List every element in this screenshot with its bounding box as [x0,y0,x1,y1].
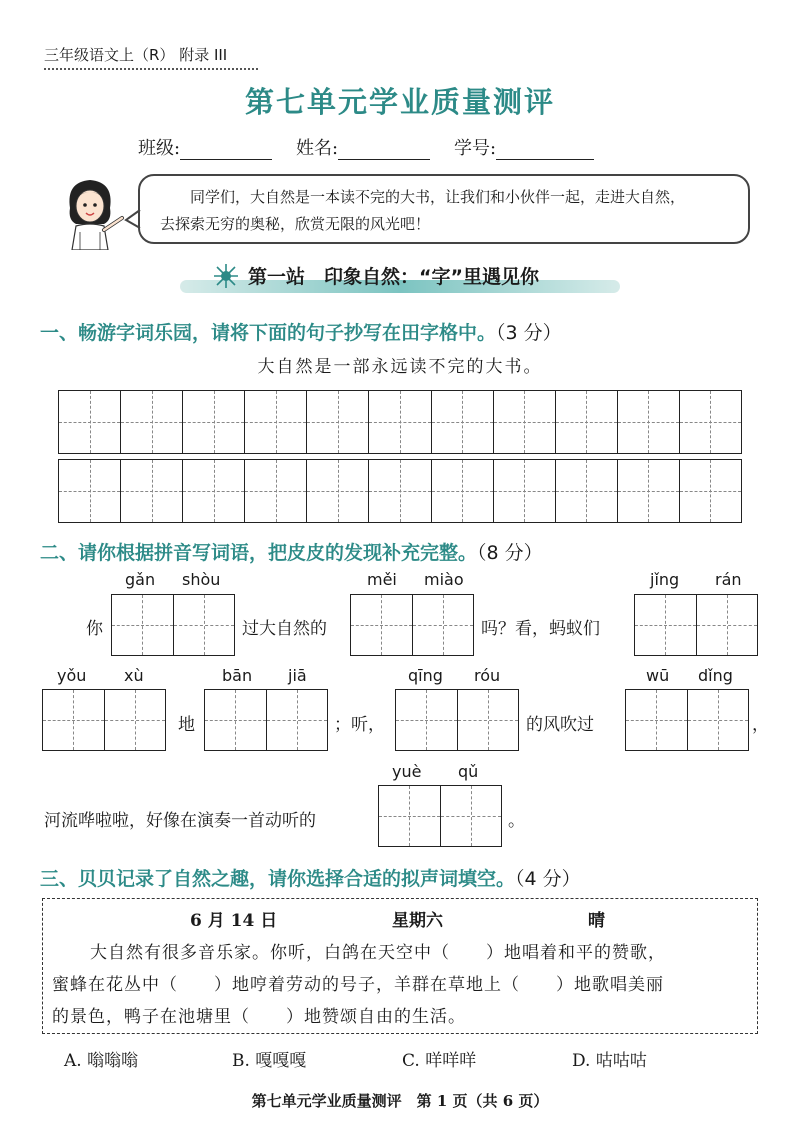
text-comma: ， [752,715,769,735]
tianzige-cell[interactable] [626,690,688,750]
q2-heading [40,538,543,565]
tianzige-cell[interactable] [432,391,494,453]
text-di: 地 [178,715,195,735]
tianzige-cell[interactable] [59,391,121,453]
pinyin-jing: jǐng [650,570,680,589]
tianzige-cell[interactable] [112,595,174,655]
tianzige-cell[interactable] [680,391,741,453]
answer-box-yuequ[interactable] [378,785,502,847]
pinyin-ran: rán [715,570,742,589]
pinyin-yue: yuè [392,762,422,781]
tianzige-cell[interactable] [379,786,441,846]
header-divider [44,68,258,70]
pinyin-jia: jiā [288,666,307,685]
pinyin-xu: xù [124,666,144,685]
intro-line-1: 同学们，大自然是一本读不完的大书，让我们和小伙伴一起，走进大自然， [190,188,686,206]
tianzige-cell[interactable] [183,460,245,522]
diary-line-3: 的景色，鸭子在池塘里（ ）地赞颂自由的生活。 [52,1007,466,1027]
pinyin-ban: bān [222,666,253,685]
answer-box-meimiao[interactable] [350,594,474,656]
name-field [296,134,430,160]
tianzige-cell[interactable] [432,460,494,522]
diary-date: 6 月 14 日 [190,911,278,931]
intro-bubble [138,174,750,244]
answer-box-youxu[interactable] [42,689,166,751]
tianzige-cell[interactable] [680,460,741,522]
q3-heading [40,864,581,891]
text-end: 。 [508,811,525,831]
text-ni: 你 [86,619,103,639]
pinyin-miao: miào [424,570,464,589]
id-blank[interactable] [496,140,594,160]
diary-weekday: 星期六 [392,911,443,931]
page-footer: 第七单元学业质量测评 第 1 页（共 6 页） [251,1092,549,1110]
option-d[interactable]: D. 咕咕咕 [572,1051,647,1071]
pinyin-rou: róu [474,666,501,685]
tianzige-cell[interactable] [413,595,474,655]
name-blank[interactable] [338,140,430,160]
q2-title: 二、请你根据拼音写词语，把皮皮的发现补充完整。 [40,542,478,564]
name-label: 姓名: [296,138,339,159]
q2-score: （8 分） [477,542,543,564]
text-river: 河流哗啦啦，好像在演奏一首动听的 [44,811,316,831]
answer-box-jingran[interactable] [634,594,758,656]
tianzige-cell[interactable] [441,786,502,846]
tianzige-cell[interactable] [183,391,245,453]
q1-heading [40,318,562,345]
pinyin-mei: měi [367,570,397,589]
q1-title: 一、畅游字词乐园，请将下面的句子抄写在田字格中。 [40,322,497,344]
tianzige-cell[interactable] [174,595,235,655]
answer-box-ganshou[interactable] [111,594,235,656]
tianzige-cell[interactable] [618,460,680,522]
header-label: 三年级语文上（R） 附录 III [44,46,228,64]
pinyin-shou: shòu [182,570,221,589]
tianzige-cell[interactable] [59,460,121,522]
tianzige-cell[interactable] [205,690,267,750]
tianzige-cell[interactable] [121,391,183,453]
pinyin-you: yǒu [57,666,87,685]
tianzige-cell[interactable] [635,595,697,655]
tianzige-cell[interactable] [556,460,618,522]
pinyin-gan: gǎn [125,570,156,589]
id-label: 学号: [454,138,497,159]
tianzige-cell[interactable] [307,391,369,453]
class-field [138,134,272,160]
tianzige-cell[interactable] [697,595,758,655]
tianzige-row-1[interactable] [58,390,742,454]
tianzige-cell[interactable] [105,690,166,750]
tianzige-cell[interactable] [458,690,519,750]
station-title: 第一站 印象自然：“字”里遇见你 [248,266,539,288]
page-title: 第七单元学业质量测评 [244,85,555,119]
tianzige-cell[interactable] [307,460,369,522]
diary-line-2: 蜜蜂在花丛中（ ）地哼着劳动的号子，羊群在草地上（ ）地歌唱美丽 [52,975,664,995]
q1-score: （3 分） [496,322,562,344]
tianzige-cell[interactable] [267,690,328,750]
text-fengchui: 的风吹过 [526,715,594,735]
id-field [454,134,594,160]
tianzige-cell[interactable] [556,391,618,453]
tianzige-cell[interactable] [369,460,431,522]
text-ting: ；听， [334,715,385,735]
tianzige-cell[interactable] [369,391,431,453]
tianzige-cell[interactable] [43,690,105,750]
diary-line-1: 大自然有很多音乐家。你听，白鸽在天空中（ ）地唱着和平的赞歌， [90,943,666,963]
answer-box-qingrou[interactable] [395,689,519,751]
star-icon [213,263,239,289]
pinyin-qing: qīng [408,666,443,685]
pinyin-ding: dǐng [698,666,733,685]
text-ma: 吗？看，蚂蚁们 [481,619,600,639]
pinyin-qu: qǔ [458,762,479,781]
tianzige-cell[interactable] [351,595,413,655]
tianzige-cell[interactable] [121,460,183,522]
tianzige-cell[interactable] [245,391,307,453]
answer-box-wuding[interactable] [625,689,749,751]
diary-weather: 晴 [588,911,605,931]
class-label: 班级: [138,138,181,159]
q3-title: 三、贝贝记录了自然之趣，请你选择合适的拟声词填空。 [40,868,516,890]
intro-line-2: 去探索无穷的奥秘，欣赏无限的风光吧！ [160,215,431,233]
pinyin-wu: wū [646,666,670,685]
class-blank[interactable] [180,140,272,160]
tianzige-cell[interactable] [618,391,680,453]
q1-sentence: 大自然是一部永远读不完的大书。 [257,357,543,377]
text-guo: 过大自然的 [242,619,327,639]
q3-score: （4 分） [515,868,581,890]
tianzige-cell[interactable] [494,460,556,522]
option-c[interactable]: C. 咩咩咩 [402,1051,477,1071]
girl-illustration [52,174,128,250]
tianzige-cell[interactable] [688,690,749,750]
option-a[interactable]: A. 嗡嗡嗡 [64,1051,139,1071]
tianzige-cell[interactable] [494,391,556,453]
answer-box-banjia[interactable] [204,689,328,751]
tianzige-cell[interactable] [245,460,307,522]
option-b[interactable]: B. 嘎嘎嘎 [232,1051,307,1071]
tianzige-cell[interactable] [396,690,458,750]
tianzige-row-2[interactable] [58,459,742,523]
